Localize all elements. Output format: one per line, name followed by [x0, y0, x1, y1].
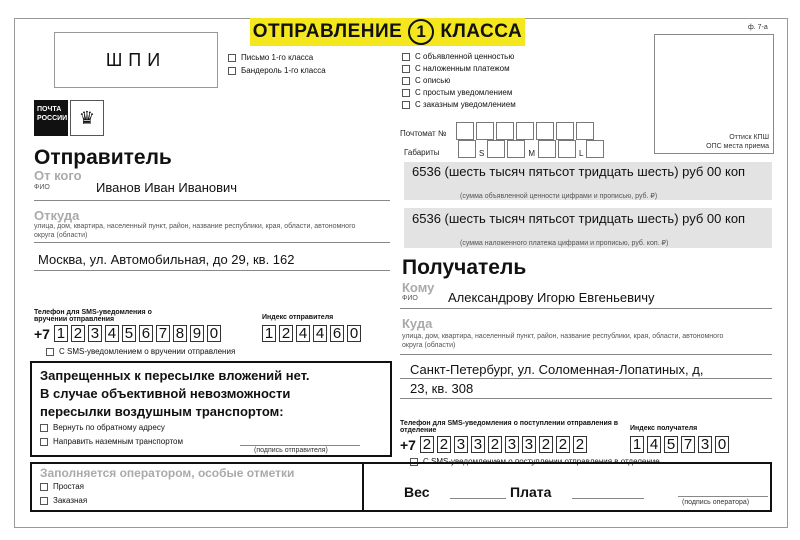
divider [34, 270, 390, 271]
pochtamat-cell[interactable] [536, 122, 554, 140]
phone-prefix: +7 [34, 325, 50, 342]
digit-cell: 2 [279, 325, 293, 342]
pochtamat-cell[interactable] [476, 122, 494, 140]
recipient-index-field[interactable] [630, 436, 732, 453]
return-option[interactable]: Вернуть по обратному адресу [40, 423, 165, 432]
digit-cell: 2 [420, 436, 434, 453]
digit-cell: 3 [505, 436, 519, 453]
pochtamat-cell[interactable] [496, 122, 514, 140]
recipient-title: Получатель [402, 256, 527, 279]
letter-type-group [228, 53, 326, 75]
digit-cell: 6 [330, 325, 344, 342]
divider [400, 308, 772, 309]
divider [400, 378, 772, 379]
divider [34, 200, 390, 201]
digit-cell: 2 [488, 436, 502, 453]
payment-field[interactable] [572, 498, 644, 499]
cod-value: 6536 (шесть тысяч пятьсот тридцать шесть) руб 00 коп [412, 211, 746, 226]
operator-title: Заполняется оператором, особые отметки [40, 466, 295, 480]
operator-sign-hint: (подпись оператора) [682, 499, 750, 506]
divider [400, 354, 772, 355]
title-right: КЛАССА [440, 21, 523, 42]
digit-cell: 2 [71, 325, 85, 342]
digit-cell: 5 [122, 325, 136, 342]
size-s-label: S [479, 149, 485, 158]
weight-field[interactable] [450, 498, 506, 499]
checkbox[interactable] [402, 89, 410, 97]
pochtamat-label: Почтомат № [400, 129, 447, 138]
pochtamat-cells[interactable] [456, 122, 596, 140]
weight-label: Вес [404, 484, 430, 500]
stamp-label: ОПС места приема [706, 143, 769, 150]
digit-cell: 1 [54, 325, 68, 342]
size-l-label: L [579, 149, 584, 158]
prohibited-text: Запрещенных к пересылке вложений нет. В случае объективной невозможности пересылки воздушным транспортом: [40, 368, 310, 419]
digit-cell: 7 [156, 325, 170, 342]
pochtamat-cell[interactable] [516, 122, 534, 140]
digit-cell: 2 [573, 436, 587, 453]
form-title [250, 18, 525, 46]
class-number-badge: 1 [408, 19, 434, 45]
checkbox[interactable] [402, 53, 410, 61]
size-cells[interactable] [458, 140, 604, 158]
divider [400, 398, 772, 399]
digit-cell: 1 [630, 436, 644, 453]
title-left: ОТПРАВЛЕНИЕ [252, 21, 403, 42]
digit-cell: 3 [698, 436, 712, 453]
shpi-field[interactable]: ШПИ [54, 32, 218, 88]
size-cell[interactable] [558, 140, 576, 158]
service-option[interactable]: С объявленной ценностью [402, 52, 516, 61]
digit-cell: 2 [556, 436, 570, 453]
sender-name-field[interactable]: Иванов Иван Иванович [96, 180, 238, 195]
checkbox[interactable] [40, 424, 48, 432]
checkbox[interactable] [40, 483, 48, 491]
fio-label: ФИО [402, 295, 418, 302]
sender-title: Отправитель [34, 146, 172, 169]
recipient-phone-label: Телефон для SMS-уведомления о поступлении отправления в отделение [400, 420, 619, 434]
sender-where-label: Откуда [34, 208, 80, 223]
recipient-address-line1[interactable]: Санкт-Петербург, ул. Соломенная-Лопатиных, д, [410, 362, 704, 377]
russian-post-logo [34, 100, 104, 136]
form-code: ф. 7-а [748, 24, 768, 31]
digit-cell: 9 [190, 325, 204, 342]
to-label: Кому [402, 280, 435, 295]
divider [34, 242, 390, 243]
digit-cell: 2 [539, 436, 553, 453]
operator-registered-option[interactable]: Заказная [40, 496, 87, 505]
services-group [402, 52, 516, 109]
sender-sms-option[interactable]: С SMS-уведомлением о вручении отправления [46, 347, 235, 356]
sender-index-field[interactable] [262, 325, 364, 342]
checkbox[interactable] [228, 67, 236, 75]
operator-divider [362, 464, 364, 512]
letter-type-option[interactable]: Бандероль 1-го класса [228, 66, 326, 75]
sender-phone-label: Телефон для SMS-уведомления о вручении отправления [34, 309, 152, 323]
checkbox[interactable] [40, 438, 48, 446]
gabarity-label: Габариты [404, 148, 440, 157]
checkbox[interactable] [402, 101, 410, 109]
sender-address-hint: улица, дом, квартира, населенный пункт, район, название республики, края, области, автономного округа (области) [34, 223, 356, 239]
signature-line[interactable] [240, 445, 360, 446]
pochtamat-cell[interactable] [556, 122, 574, 140]
sender-address-field[interactable]: Москва, ул. Автомобильная, до 29, кв. 162 [38, 252, 295, 267]
cod-hint: (сумма наложенного платежа цифрами и прописью, руб. коп. ₽) [460, 240, 669, 247]
eagle-emblem-icon: ♛ [70, 100, 104, 136]
recipient-address-line2[interactable]: 23, кв. 308 [410, 381, 474, 396]
declared-value-box[interactable] [404, 162, 772, 200]
digit-cell: 7 [681, 436, 695, 453]
declared-hint: (сумма объявленной ценности цифрами и прописью, руб. ₽) [460, 193, 658, 200]
size-cell[interactable] [507, 140, 525, 158]
checkbox[interactable] [228, 54, 236, 62]
sender-sign-hint: (подпись отправителя) [254, 447, 328, 454]
checkbox[interactable] [402, 65, 410, 73]
recipient-sms-option[interactable]: С SMS-уведомлением о поступлении отправления в отделение [410, 457, 660, 466]
pochtamat-cell[interactable] [456, 122, 474, 140]
operator-box [30, 462, 772, 512]
ground-option[interactable]: Направить наземным транспортом [40, 437, 183, 446]
recipient-where-label: Куда [402, 316, 433, 331]
recipient-name-field[interactable]: Александрову Игорю Евгеньевичу [448, 290, 655, 305]
operator-simple-option[interactable]: Простая [40, 482, 84, 491]
recipient-address-hint: улица, дом, квартира, населенный пункт, район, название республики, края, области, автономного округа (области) [402, 333, 724, 349]
digit-cell: 4 [296, 325, 310, 342]
digit-cell: 4 [313, 325, 327, 342]
from-label: От кого [34, 168, 82, 183]
digit-cell: 8 [173, 325, 187, 342]
digit-cell: 2 [437, 436, 451, 453]
payment-label: Плата [510, 484, 552, 500]
fio-label: ФИО [34, 184, 50, 191]
digit-cell: 0 [715, 436, 729, 453]
size-m-label: M [528, 149, 536, 158]
digit-cell: 3 [471, 436, 485, 453]
size-cell[interactable] [586, 140, 604, 158]
sender-phone-field[interactable] [34, 325, 224, 342]
stamp-label: Оттиск КПШ [729, 134, 769, 141]
prohibited-box [30, 361, 392, 457]
digit-cell: 3 [454, 436, 468, 453]
letter-type-option[interactable]: Письмо 1-го класса [228, 53, 326, 62]
stamp-box [654, 34, 774, 154]
digit-cell: 0 [207, 325, 221, 342]
checkbox[interactable] [46, 348, 54, 356]
service-option[interactable]: С заказным уведомлением [402, 100, 516, 109]
digit-cell: 4 [647, 436, 661, 453]
service-option[interactable]: С простым уведомлением [402, 88, 516, 97]
recipient-phone-field[interactable] [400, 436, 590, 453]
operator-signature-line[interactable] [678, 496, 768, 497]
digit-cell: 0 [347, 325, 361, 342]
service-option[interactable]: С описью [402, 76, 516, 85]
logo-text: ПОЧТА РОССИИ [34, 100, 68, 136]
digit-cell: 3 [88, 325, 102, 342]
service-option[interactable]: С наложенным платежом [402, 64, 516, 73]
digit-cell: 6 [139, 325, 153, 342]
checkbox[interactable] [402, 77, 410, 85]
size-cell[interactable] [487, 140, 505, 158]
checkbox[interactable] [40, 497, 48, 505]
size-cell[interactable] [538, 140, 556, 158]
sender-index-label: Индекс отправителя [262, 314, 334, 321]
declared-value: 6536 (шесть тысяч пятьсот тридцать шесть) руб 00 коп [412, 164, 746, 179]
digit-cell: 3 [522, 436, 536, 453]
digit-cell: 1 [262, 325, 276, 342]
digit-cell: 4 [105, 325, 119, 342]
cod-value-box[interactable] [404, 208, 772, 248]
phone-prefix: +7 [400, 436, 416, 453]
pochtamat-cell[interactable] [576, 122, 594, 140]
recipient-index-label: Индекс получателя [630, 425, 698, 432]
digit-cell: 5 [664, 436, 678, 453]
size-cell[interactable] [458, 140, 476, 158]
